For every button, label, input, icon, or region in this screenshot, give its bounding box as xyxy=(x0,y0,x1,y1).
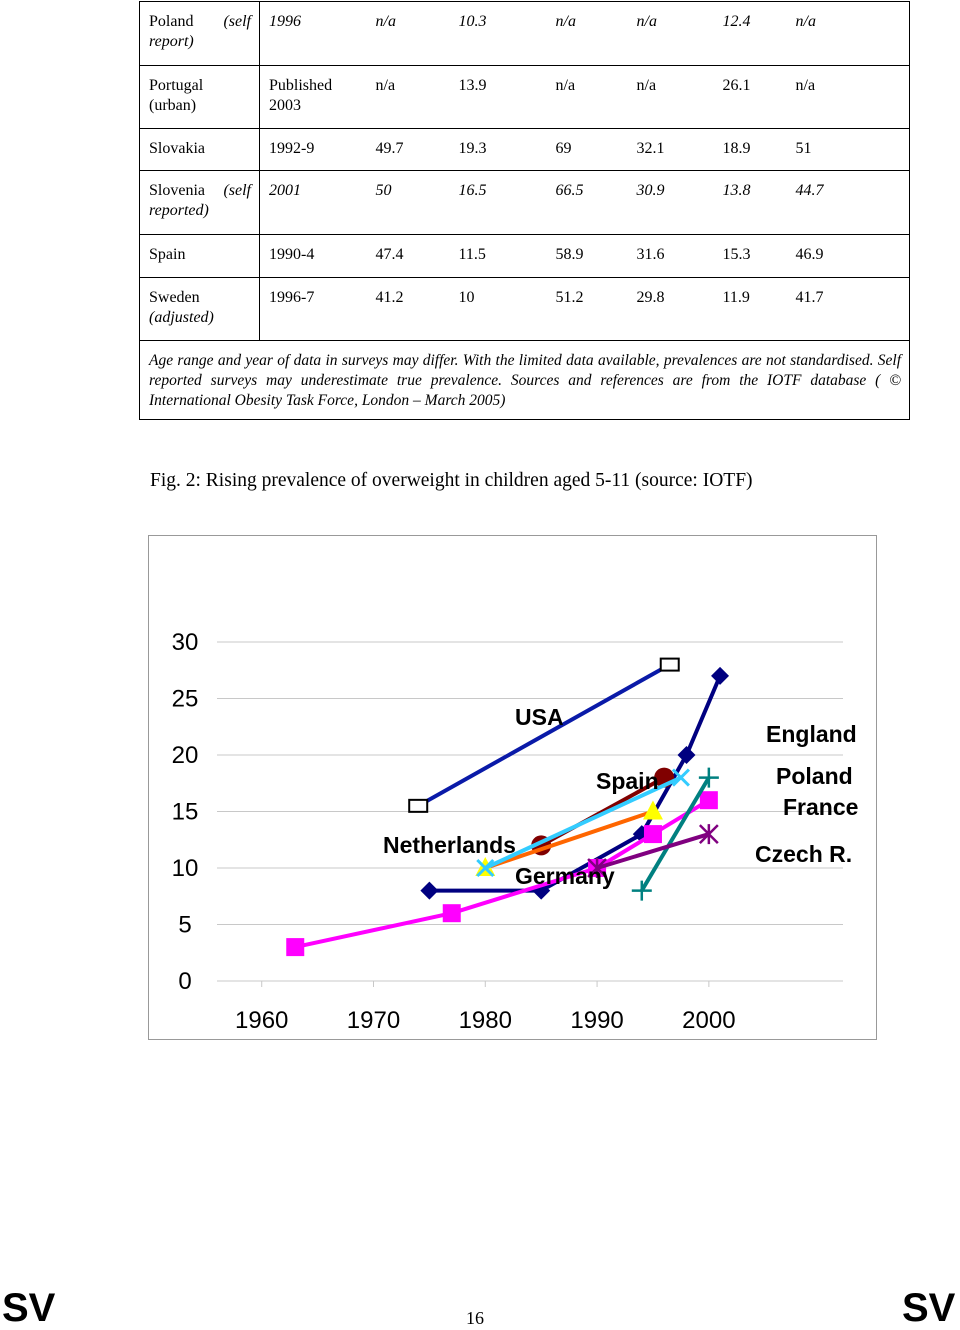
series-label-netherlands: Netherlands xyxy=(383,832,516,858)
value-cell: 32.1 xyxy=(628,129,714,171)
table-row xyxy=(140,129,910,171)
country-name: Portugal xyxy=(149,77,204,94)
country-qualifier: (self xyxy=(223,13,251,30)
country-name: Sweden xyxy=(149,289,200,306)
value-cell: 11.9 xyxy=(714,278,787,341)
data-point-usa-0 xyxy=(409,800,427,812)
data-point-england-0 xyxy=(420,882,438,900)
value-cell: 26.1 xyxy=(714,66,787,129)
survey-years-cell: Published 2003 xyxy=(260,66,367,129)
x-tick-label-1980: 1980 xyxy=(458,1007,512,1034)
survey-years-cell: 1996-7 xyxy=(260,278,367,341)
data-point-france-1 xyxy=(443,904,461,922)
value-cell: 29.8 xyxy=(628,278,714,341)
country-name: Slovenia xyxy=(149,182,205,199)
value-cell: 50 xyxy=(367,171,450,235)
country-cell xyxy=(140,235,260,278)
table-row xyxy=(140,2,910,66)
country-cell xyxy=(140,129,260,171)
data-point-england-4 xyxy=(711,667,729,685)
y-tick-label-0: 0 xyxy=(178,968,192,995)
y-tick-label-15: 15 xyxy=(171,798,199,826)
value-cell: 46.9 xyxy=(787,235,910,278)
value-cell: 13.9 xyxy=(450,66,547,129)
figure-caption: Fig. 2: Rising prevalence of overweight in children aged 5-11 (source: IOTF) xyxy=(150,470,753,491)
series-label-spain: Spain xyxy=(596,768,659,794)
overweight-line-chart xyxy=(149,536,878,1041)
table-row xyxy=(140,171,910,235)
country-name: Poland xyxy=(149,13,194,30)
y-tick-label-30: 30 xyxy=(171,629,199,656)
data-point-england-3 xyxy=(678,746,696,764)
survey-years-cell: 1992-9 xyxy=(260,129,367,171)
table-note: Age range and year of data in surveys may differ. With the limited data available, prevalences are not standardised. Self reported surveys may underestimate true prevalence. Sources and references are from the IOTF database ( © International Obesity Task Force, London – March 2005) xyxy=(140,341,910,420)
table-note-row xyxy=(140,341,910,420)
table-row xyxy=(140,235,910,278)
country-note: (adjusted) xyxy=(149,309,214,326)
value-cell: 69 xyxy=(547,129,628,171)
table-row xyxy=(140,66,910,129)
data-point-france-4 xyxy=(700,791,718,809)
value-cell: 49.7 xyxy=(367,129,450,171)
value-cell: 66.5 xyxy=(547,171,628,235)
country-note: (urban) xyxy=(149,97,197,114)
data-point-france-0 xyxy=(286,938,304,956)
value-cell: n/a xyxy=(367,2,450,66)
x-tick-label-1990: 1990 xyxy=(570,1007,624,1034)
value-cell: 41.7 xyxy=(787,278,910,341)
country-cell xyxy=(140,66,260,129)
value-cell: n/a xyxy=(628,66,714,129)
value-cell: 47.4 xyxy=(367,235,450,278)
data-point-poland-1 xyxy=(699,768,719,788)
value-cell: 12.4 xyxy=(714,2,787,66)
value-cell: 41.2 xyxy=(367,278,450,341)
series-label-england: England xyxy=(766,721,857,747)
footer-logo-right: SV xyxy=(902,1286,956,1330)
value-cell: 51.2 xyxy=(547,278,628,341)
country-name: Slovakia xyxy=(149,140,205,157)
value-cell: 13.8 xyxy=(714,171,787,235)
country-cell xyxy=(140,278,260,341)
y-tick-label-20: 20 xyxy=(171,742,199,769)
value-cell: n/a xyxy=(367,66,450,129)
value-cell: 30.9 xyxy=(628,171,714,235)
value-cell: 11.5 xyxy=(450,235,547,278)
country-name: Spain xyxy=(149,246,186,263)
y-tick-label-5: 5 xyxy=(178,911,192,939)
series-label-france: France xyxy=(783,794,859,820)
value-cell: 16.5 xyxy=(450,171,547,235)
country-cell xyxy=(140,171,260,235)
value-cell: 31.6 xyxy=(628,235,714,278)
value-cell: 19.3 xyxy=(450,129,547,171)
value-cell: 15.3 xyxy=(714,235,787,278)
value-cell: n/a xyxy=(628,2,714,66)
survey-years-cell: 2001 xyxy=(260,171,367,235)
survey-years-cell: 1990-4 xyxy=(260,235,367,278)
footer-logo-left: SV xyxy=(2,1286,56,1330)
table-row xyxy=(140,278,910,341)
series-label-germany: Germany xyxy=(515,863,615,889)
country-qualifier: (self xyxy=(223,182,251,199)
survey-years-cell: 1996 xyxy=(260,2,367,66)
page-number: 16 xyxy=(466,1308,484,1328)
value-cell: 10 xyxy=(450,278,547,341)
value-cell: n/a xyxy=(547,66,628,129)
value-cell: n/a xyxy=(787,2,910,66)
x-tick-label-2000: 2000 xyxy=(682,1007,736,1034)
x-tick-label-1970: 1970 xyxy=(346,1007,401,1034)
data-point-usa-1 xyxy=(661,659,679,671)
data-point-poland-0 xyxy=(632,881,652,901)
y-tick-label-10: 10 xyxy=(171,855,199,882)
value-cell: 44.7 xyxy=(787,171,910,235)
y-tick-label-25: 25 xyxy=(171,685,199,713)
value-cell: 10.3 xyxy=(450,2,547,66)
value-cell: 18.9 xyxy=(714,129,787,171)
country-cell xyxy=(140,2,260,66)
value-cell: 58.9 xyxy=(547,235,628,278)
series-label-czech-r: Czech R. xyxy=(755,841,853,867)
prevalence-table xyxy=(139,1,910,420)
x-tick-label-1960: 1960 xyxy=(235,1007,289,1034)
value-cell: n/a xyxy=(547,2,628,66)
data-point-france-3 xyxy=(644,825,662,843)
series-label-usa: USA xyxy=(515,704,564,730)
chart-frame xyxy=(148,535,877,1040)
country-note: reported) xyxy=(149,202,209,219)
value-cell: 51 xyxy=(787,129,910,171)
country-note: report) xyxy=(149,33,194,50)
series-label-poland: Poland xyxy=(776,763,853,789)
value-cell: n/a xyxy=(787,66,910,129)
